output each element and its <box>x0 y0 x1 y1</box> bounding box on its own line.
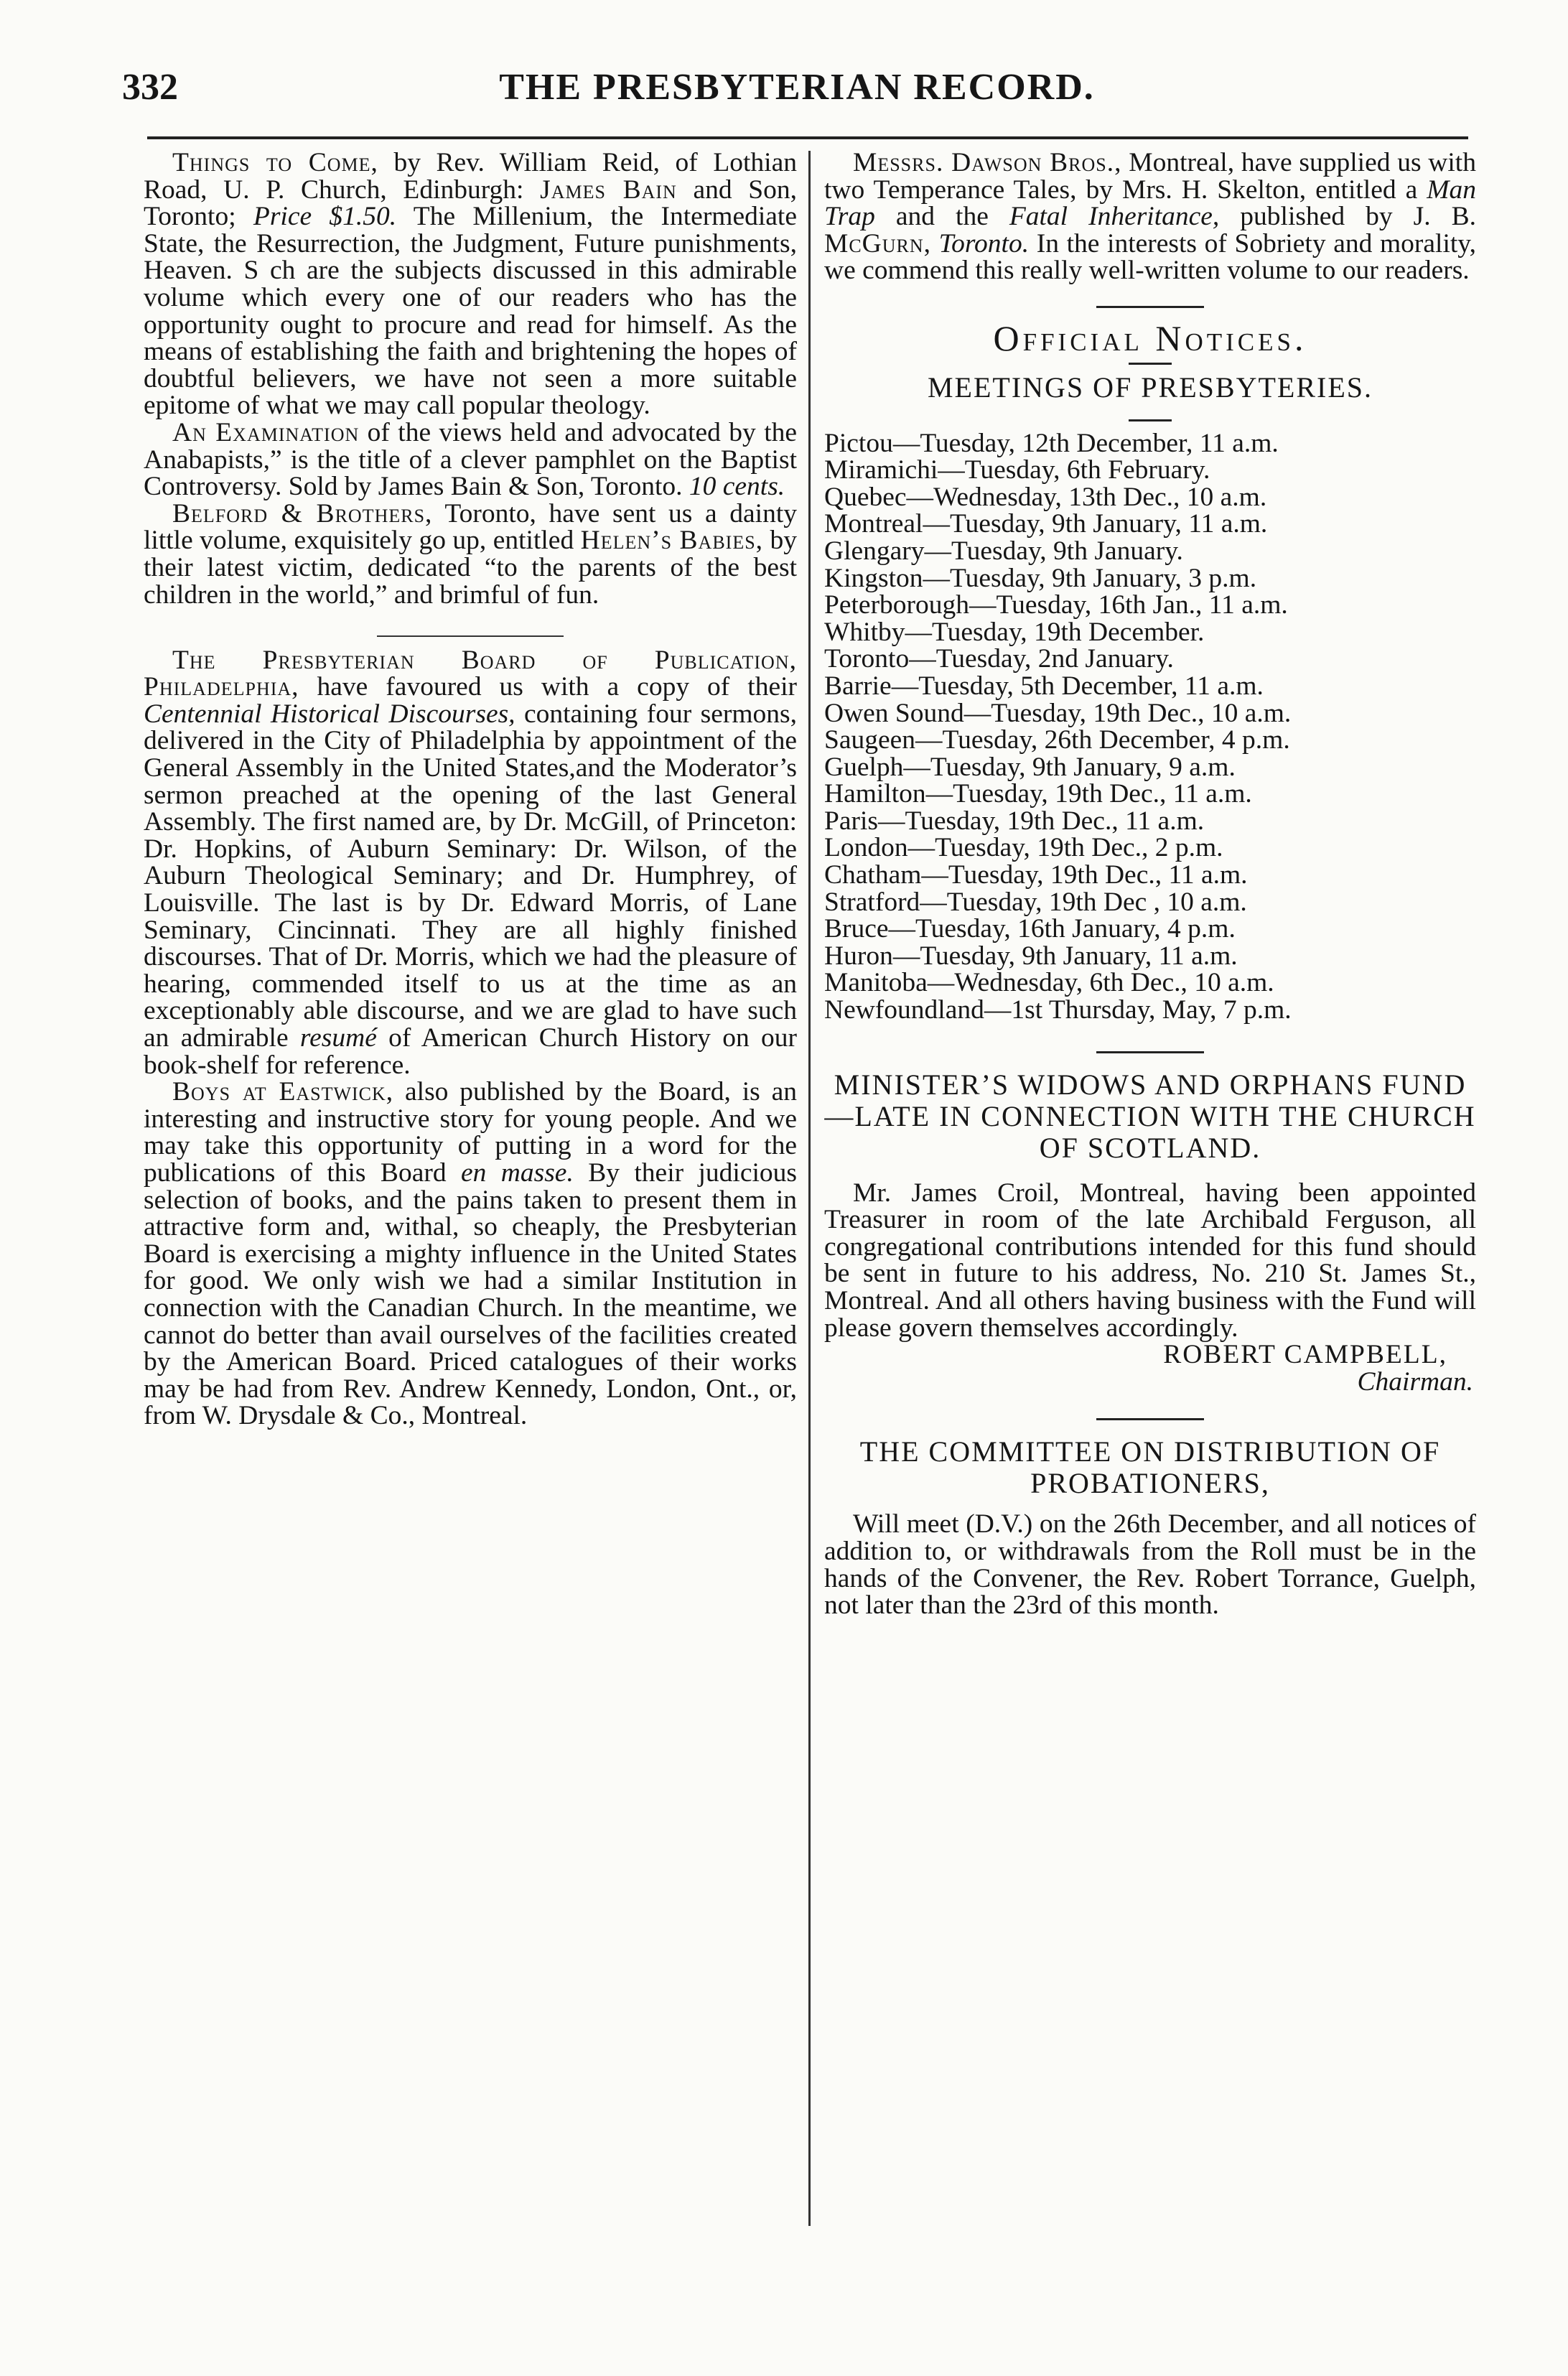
committee-notice: Will meet (D.V.) on the 26th December, and all notices of addition to, or withdrawals from the Roll must be in the hands of the Convener, the Rev. Robert Torrance, Guelph, not later than the 23rd of this month. <box>824 1509 1476 1621</box>
list-item: Barrie—Tuesday, 5th December, 11 a.m. <box>824 671 1264 701</box>
notice-lead: Belford & Brothers, <box>172 498 433 528</box>
list-item: Stratford—Tuesday, 19th Dec , 10 a.m. <box>824 887 1247 917</box>
header-rule <box>147 136 1468 139</box>
list-item: Toronto—Tuesday, 2nd January. <box>824 644 1174 674</box>
right-column <box>824 149 1476 1619</box>
fund-notice: Mr. James Croil, Montreal, having been appointed Treasurer in room of the late Archibald Ferguson, all congregational contributions intended for this fund should be sent in future to his address, No. 210 St. James St., Montreal. And all others having business with the Fund will please govern themselves accordingly. <box>824 1178 1476 1343</box>
notice-lead: An Examination <box>172 417 360 447</box>
running-title: THE PRESBYTERIAN RECORD. <box>499 67 1095 108</box>
list-item: Saugeen—Tuesday, 26th December, 4 p.m. <box>824 725 1290 755</box>
committee-heading: THE COMMITTEE ON DISTRIBUTION OF PROBATIONERS, <box>859 1435 1441 1500</box>
separator-rule <box>824 357 1476 365</box>
notice-lead: Messrs. Dawson Bros., <box>853 148 1122 177</box>
notice-boys-at-eastwick: Boys at Eastwick, also published by the Board, is an interesting and instructive story for young people. And we may take this opportunity of putting in a word for the publications of this Board en masse. By their judicious selection of books, and the pains taken to present them in attractive form and, withal, so cheaply, the Presbyterian Board is exercising a mighty influence in the United States for good. We only wish we had a similar Institution in connection with the Canadian Church. In the meantime, we cannot do better than avail ourselves of the facilities created by the American Board. Priced catalogues of their works may be had from Rev. Andrew Kennedy, London, Ont., or, from W. Drysdale & Co., Montreal. <box>144 1077 798 1431</box>
fund-heading: MINISTER’S WIDOWS AND ORPHANS FUND—LATE IN CONNECTION WITH THE CHURCH OF SCOTLAND. <box>824 1068 1476 1164</box>
signature-title: Chairman. <box>1357 1366 1473 1397</box>
notice-lead: The Presbyterian Board of Publication, Philadelphia, <box>144 645 797 702</box>
list-item: Huron—Tuesday, 9th January, 11 a.m. <box>824 941 1238 971</box>
list-item: Chatham—Tuesday, 19th Dec., 11 a.m. <box>824 860 1248 890</box>
notice-lead: Boys at Eastwick, <box>172 1077 394 1107</box>
signature-name: ROBERT CAMPBELL, <box>1163 1340 1447 1370</box>
presbytery-meetings-list <box>824 430 1476 1024</box>
list-item: Guelph—Tuesday, 9th January, 9 a.m. <box>824 752 1236 782</box>
official-notices-heading: Official Notices. <box>993 317 1307 358</box>
list-item: Paris—Tuesday, 19th Dec., 11 a.m. <box>824 806 1205 836</box>
list-item: Hamilton—Tuesday, 19th Dec., 11 a.m. <box>824 779 1252 809</box>
meetings-heading: MEETINGS OF PRESBYTERIES. <box>927 371 1373 404</box>
left-column <box>144 149 797 1430</box>
list-item: Bruce—Tuesday, 16th January, 4 p.m. <box>824 914 1236 944</box>
list-item: Glengary—Tuesday, 9th January. <box>824 536 1183 566</box>
separator-rule <box>824 414 1476 421</box>
notice-dawson: Messrs. Dawson Bros., Montreal, have supplied us with two Temperance Tales, by Mrs. H. Skelton, entitled a Man Trap and the Fatal Inheritance, published by J. B. McGurn, Toronto. In the interests of Sobriety and morality, we commend this really well-written volume to our readers. <box>824 148 1476 286</box>
page-header <box>122 66 1472 118</box>
list-item: Whitby—Tuesday, 19th December. <box>824 617 1205 647</box>
notice-belford: Belford & Brothers, Toronto, have sent us a dainty little volume, exquisitely go up, entitled Helen’s Babies, by their latest victim, dedicated “to the parents of the best children in the world,” and brimful of fun. <box>144 498 797 610</box>
notice-lead: Things to Come, <box>172 148 378 177</box>
separator-rule <box>824 1412 1476 1420</box>
list-item: Owen Sound—Tuesday, 19th Dec., 10 a.m. <box>824 698 1292 728</box>
list-item: Quebec—Wednesday, 13th Dec., 10 a.m. <box>824 482 1267 512</box>
notice-examination: An Examination of the views held and advocated by the Anabapists,” is the title of a clever pamphlet on the Baptist Controversy. Sold by James Bain & Son, Toronto. 10 cents. <box>144 417 798 502</box>
list-item: Kingston—Tuesday, 9th January, 3 p.m. <box>824 563 1257 593</box>
separator-rule <box>144 615 797 643</box>
separator-rule <box>824 300 1476 308</box>
column-divider <box>808 151 811 2226</box>
list-item: Newfoundland—1st Thursday, May, 7 p.m. <box>824 995 1292 1025</box>
list-item: Pictou—Tuesday, 12th December, 11 a.m. <box>824 428 1279 458</box>
list-item: Peterborough—Tuesday, 16th Jan., 11 a.m. <box>824 590 1288 620</box>
list-item: Manitoba—Wednesday, 6th Dec., 10 a.m. <box>824 968 1274 998</box>
notice-board-of-publication: The Presbyterian Board of Publication, Philadelphia, have favoured us with a copy of their Centennial Historical Discourses, containing four sermons, delivered in the City of Philadelphia by appointment of the General Assembly in the United States,and the Moderator’s sermon preached at the opening of the last General Assembly. The first named are, by Dr. McGill, of Princeton: Dr. Hopkins, of Auburn Seminary: Dr. Wilson, of the Auburn Theological Seminary; and Dr. Humphrey, of Louisville. The last is by Dr. Edward Morris, of Lane Seminary, Cincinnati. They are all highly finished discourses. That of Dr. Morris, which we had the pleasure of hearing, commended itself to us at the time as an exceptionably able discourse, and we are glad to have such an admirable resumé of American Church History on our book-shelf for reference. <box>144 645 798 1080</box>
list-item: London—Tuesday, 19th Dec., 2 p.m. <box>824 833 1223 863</box>
list-item: Montreal—Tuesday, 9th January, 11 a.m. <box>824 509 1268 539</box>
page-number: 332 <box>122 67 178 108</box>
separator-rule <box>824 1045 1476 1053</box>
notice-things-to-come: Things to Come, by Rev. William Reid, of Lothian Road, U. P. Church, Edinburgh: James Bain and Son, Toronto; Price $1.50. The Millenium, the Intermediate State, the Resurrection, the Judgment, Future punishments, Heaven. S ch are the subjects discussed in this admirable volume which every one of our readers who has the opportunity ought to procure and read for himself. As the means of establishing the faith and brightening the hopes of doubtful believers, we have not seen a more suitable epitome of what we may call popular theology. <box>144 148 797 421</box>
list-item: Miramichi—Tuesday, 6th February. <box>824 455 1210 485</box>
